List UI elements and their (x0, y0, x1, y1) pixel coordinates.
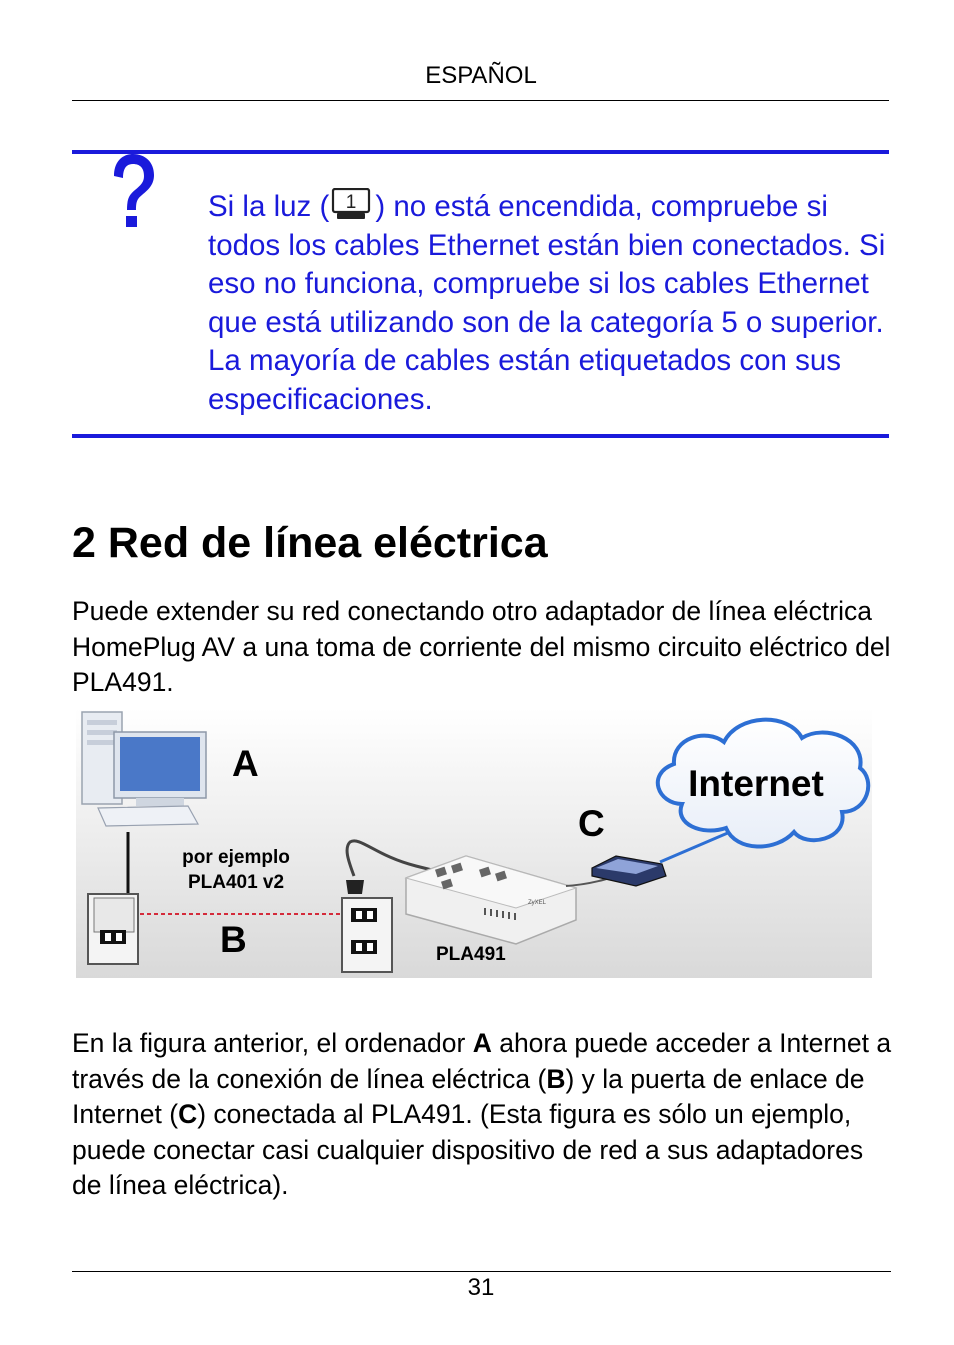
explanation-bold-a: A (472, 1028, 492, 1058)
wall-socket-left (88, 894, 138, 964)
note-text-before: Si la luz ( (208, 190, 330, 223)
example-label-line2: PLA401 v2 (187, 872, 285, 893)
header-language: ESPAÑOL (425, 62, 537, 89)
label-c: C (578, 803, 605, 844)
page-number: 31 (467, 1274, 495, 1301)
wall-socket-right (342, 898, 392, 972)
device-brand: ZyXEL (528, 900, 547, 906)
explanation-paragraph (72, 1026, 892, 1204)
explanation-bold-b: B (546, 1063, 566, 1094)
label-b: B (220, 919, 247, 960)
explanation-text-1: En la figura anterior, el ordenador (72, 1028, 473, 1058)
note-bottom-rule (72, 434, 889, 438)
explanation-text-2: ahora puede acceder a Internet a través de la conexión de línea eléctrica ( (72, 1028, 892, 1094)
section-title: 2 Red de línea eléctrica (72, 519, 548, 567)
device-label: PLA491 (436, 944, 506, 965)
intro-paragraph: Puede extender su red conectando otro adaptador de línea eléctrica HomePlug AV a una toma de corriente del mismo circuito eléctrico del PLA491. (72, 596, 891, 697)
ethernet-led-icon (330, 188, 374, 222)
explanation-text-4: ) conectada al PLA491. (Esta figura es sólo un ejemplo, puede conectar casi cualquier dispositivo de red a sus adaptadores de línea eléctrica). (72, 1099, 864, 1200)
example-label-line1: por ejemplo (182, 847, 290, 868)
led-icon-label: 1 (346, 192, 357, 213)
note-top-rule (72, 150, 889, 154)
note-text (208, 188, 898, 419)
explanation-text-3: ) y la puerta de enlace de Internet ( (72, 1063, 865, 1129)
note-text-after: ) no está encendida, compruebe si todos los cables Ethernet están bien conectados. Si eso no funciona, compruebe si los cables Ethernet que está utilizando son de la categoría 5 o superior. La mayoría de cables están etiquetados con sus especificaciones. (208, 190, 886, 416)
label-a: A (232, 743, 259, 784)
network-diagram (76, 708, 872, 978)
footer-rule (72, 1271, 891, 1272)
question-mark-icon (100, 150, 164, 240)
cloud-label: Internet (688, 763, 824, 804)
explanation-bold-c: C (178, 1099, 198, 1129)
header-rule (72, 100, 889, 101)
